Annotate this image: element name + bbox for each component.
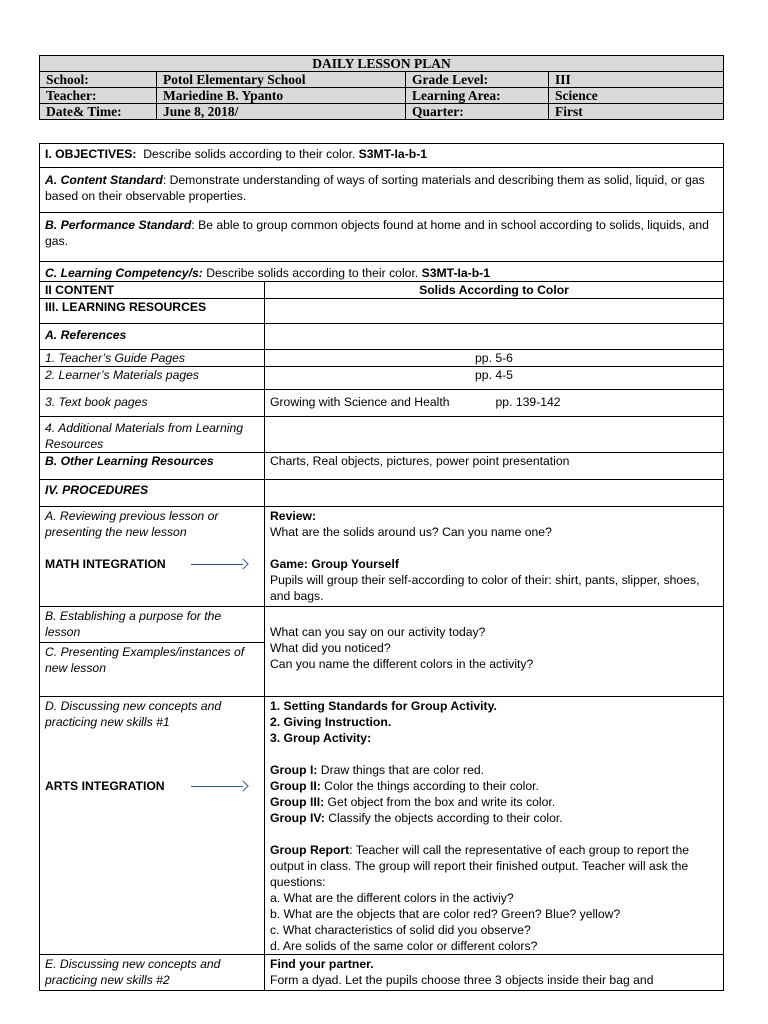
review-text: What are the solids around us? Can you name one? [270,525,552,539]
arrow-right-icon [191,781,247,791]
math-integration-label: MATH INTEGRATION [45,557,166,571]
procedure-c-label: C. Presenting Examples/instances of new lesson [40,643,265,697]
procedure-b-label: B. Establishing a purpose for the lesson [40,607,265,643]
procedure-a-label: A. Reviewing previous lesson or presenting the new lesson [45,509,219,539]
question-d: d. Are solids of the same color or different colors? [270,939,538,953]
group-report [270,842,718,890]
additional-materials-value [265,417,724,453]
procedure-d-label: D. Discussing new concepts and practicing new skills #1 [45,699,222,729]
step-1: 1. Setting Standards for Group Activity. [270,699,497,713]
date-time-label: Date& Time: [40,104,157,120]
group-2-name: Group II: [270,779,321,793]
teachers-guide-value: pp. 5-6 [265,350,724,367]
lesson-plan-table [39,143,724,991]
arts-integration-label: ARTS INTEGRATION [45,779,165,793]
school-value: Potol Elementary School [157,72,406,88]
procedure-d-content [265,697,724,955]
group-4 [270,810,718,826]
references-label: A. References [40,324,265,350]
group-report-title: Group Report [270,843,350,857]
quarter-value: First [549,104,724,120]
textbook-value [265,390,724,417]
procedure-e-content [265,955,724,991]
procedure-d-label-cell [40,697,265,955]
school-label: School: [40,72,157,88]
grade-level-label: Grade Level: [406,72,549,88]
arrow-right-icon [191,559,247,569]
step-3: 3. Group Activity: [270,731,372,745]
group-4-task: Classify the objects according to their color. [324,811,563,825]
competency-code: S3MT-Ia-b-1 [421,266,491,280]
group-1 [270,762,718,778]
game-title: Game: Group Yourself [270,557,399,571]
group-1-task: Draw things that are color red. [317,763,485,777]
group-2-task: Color the things according to their color. [320,779,539,793]
learners-materials-value: pp. 4-5 [265,367,724,390]
group-3-task: Get object from the box and write its color. [324,795,556,809]
review-title: Review: [270,509,317,523]
question-a: a. What are the different colors in the activiy? [270,891,514,905]
content-label: II CONTENT [40,282,265,299]
objectives-row [40,144,724,168]
group-3-name: Group III: [270,795,325,809]
teachers-guide-label: 1. Teacher’s Guide Pages [40,350,265,367]
competency-row [40,262,724,282]
game-text: Pupils will group their self-according to color of their: shirt, pants, slipper, shoes, and bags. [270,573,700,603]
textbook-title: Growing with Science and Health [270,395,450,409]
math-integration [45,556,259,572]
learning-area-value: Science [549,88,724,104]
learners-materials-label: 2. Learner’s Materials pages [40,367,265,390]
bc-question-2: What did you noticed? [270,641,391,655]
procedure-bc-content [265,607,724,697]
additional-materials-label: 4. Additional Materials from Learning Resources [40,417,265,453]
find-partner-title: Find your partner. [270,957,374,971]
group-report-text: : Teacher will call the representative of each group to report the output in class. The group will report their finished output. Teacher will ask the questions: [270,843,690,889]
procedure-a-content [265,507,724,607]
find-partner-text: Form a dyad. Let the pupils choose three 3 objects inside their bag and [270,973,654,987]
arts-integration [45,778,259,794]
group-1-name: Group I: [270,763,318,777]
bc-question-3: Can you name the different colors in the activity? [270,657,534,671]
question-c: c. What characteristics of solid did you observe? [270,923,531,937]
objectives-label: I. OBJECTIVES: [45,147,137,161]
document-title: DAILY LESSON PLAN [40,56,724,72]
lesson-header-table [39,55,724,120]
learning-resources-value [265,299,724,324]
references-value [265,324,724,350]
content-standard-row [40,168,724,213]
competency-text: Describe solids according to their color. [206,266,419,280]
objectives-text: Describe solids according to their color. [143,147,356,161]
procedure-a-label-cell [40,507,265,607]
learning-area-label: Learning Area: [406,88,549,104]
learning-resources-label: III. LEARNING RESOURCES [40,299,265,324]
quarter-label: Quarter: [406,104,549,120]
objectives-code: S3MT-Ia-b-1 [358,147,428,161]
content-standard-label: A. Content Standard [45,173,163,187]
procedures-label: IV. PROCEDURES [40,480,265,507]
performance-standard-text: : Be able to group common objects found at home and in school according to solids, liquids, and gas. [45,218,709,248]
grade-level-value: III [549,72,724,88]
teacher-label: Teacher: [40,88,157,104]
performance-standard-row [40,213,724,262]
other-resources-label: B. Other Learning Resources [40,453,265,480]
textbook-label: 3. Text book pages [40,390,265,417]
bc-question-1: What can you say on our activity today? [270,625,486,639]
procedures-value [265,480,724,507]
group-3 [270,794,718,810]
content-value: Solids According to Color [265,282,724,299]
performance-standard-label: B. Performance Standard [45,218,192,232]
teacher-value: Mariedine B. Ypanto [157,88,406,104]
group-2 [270,778,718,794]
date-time-value: June 8, 2018/ [157,104,406,120]
other-resources-value: Charts, Real objects, pictures, power point presentation [265,453,724,480]
question-b: b. What are the objects that are color red? Green? Blue? yellow? [270,907,621,921]
procedure-e-label: E. Discussing new concepts and practicing new skills #2 [40,955,265,991]
step-2: 2. Giving Instruction. [270,715,392,729]
group-4-name: Group IV: [270,811,325,825]
content-standard-text: : Demonstrate understanding of ways of sorting materials and describing them as solid, liquid, or gas based on their observable properties. [45,173,705,203]
competency-label: C. Learning Competency/s: [45,266,203,280]
textbook-pages: pp. 139-142 [495,395,561,409]
